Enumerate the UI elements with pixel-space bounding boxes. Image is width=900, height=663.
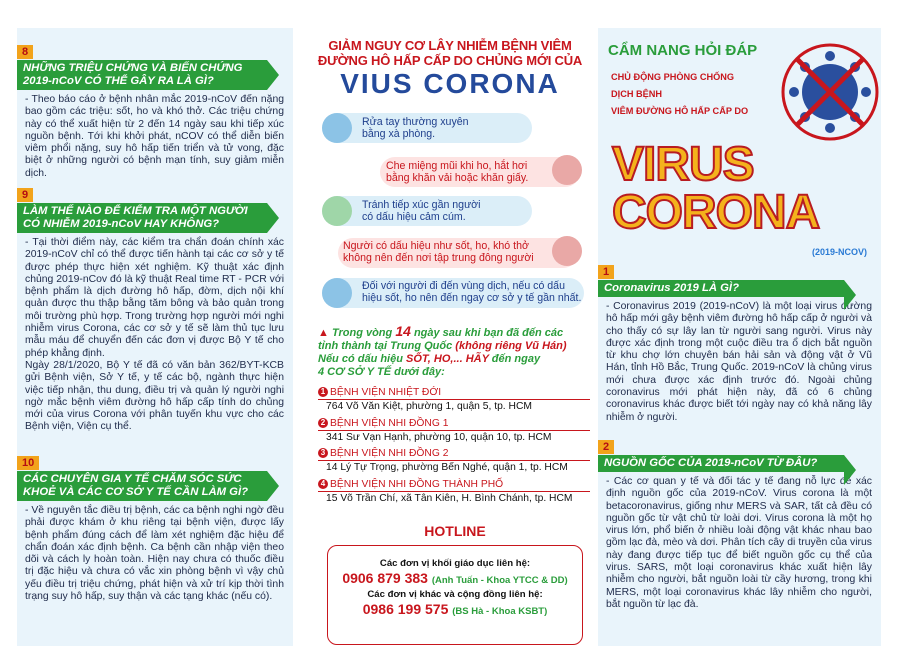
tip-5: Đối với người đi đến vùng dịch, nếu có dấu hiệu sốt, ho nên đến ngay cơ sở y tế gần nhất.	[362, 280, 582, 304]
tip-1: Rửa tay thường xuyên bằng xà phòng.	[362, 116, 469, 140]
question-number: 1	[598, 265, 614, 279]
cough-person-icon	[552, 155, 582, 185]
question-8	[17, 42, 293, 182]
answer-text-2: Ngày 28/1/2020, Bộ Y tế đã có văn bản 362/BYT-KCB gửi Bệnh viện, Sở Y tế, y tế các bộ, ngành thực hiện việc tiếp nhận, thu dung, điều trị và quản lý người nghi ngờ mắc bệnh viêm đường hô hấp cấp tính do chủng mới của virus Corona với phân tuyến khu vực cho các Bệnh viện, Viện cụ thể.	[25, 359, 284, 433]
tip-3: Tránh tiếp xúc gần người có dấu hiệu cảm cúm.	[362, 199, 481, 223]
handbook-title: CẨM NANG HỎI ĐÁP	[608, 42, 758, 59]
hospital-address: 764 Võ Văn Kiệt, phường 1, quận 5, tp. HCM	[326, 401, 532, 412]
hotline-label-1: Các đơn vị khối giáo dục liên hệ:	[379, 558, 531, 569]
hotline-label-2: Các đơn vị khác và cộng đồng liên hệ:	[367, 589, 543, 600]
question-title: CÁC CHUYÊN GIA Y TẾ CHĂM SÓC SỨC KHOẺ VÀ CÁC CƠ SỞ Y TẾ CẦN LÀM GÌ?	[17, 471, 267, 501]
hospital-name: BỆNH VIỆN NHI ĐỒNG 1	[330, 418, 449, 429]
middle-title-line-2: ĐƯỜNG HÔ HẤP CẤP DO CHỦNG MỚI CỦA	[317, 53, 583, 68]
middle-header	[309, 38, 591, 100]
question-number: 9	[17, 188, 33, 202]
right-subtitle-1: CHỦ ĐỘNG PHÒNG CHỐNG	[611, 72, 735, 82]
warning-icon: ▲	[318, 327, 329, 339]
question-number: 10	[17, 456, 39, 470]
virus-heading: VIRUS	[612, 138, 754, 191]
handwash-icon	[322, 113, 352, 143]
hospital-name: BỆNH VIỆN NHI ĐỒNG 2	[330, 448, 449, 459]
ncov-label: (2019-NCOV)	[812, 247, 868, 257]
middle-title-line-1: GIẢM NGUY CƠ LÂY NHIỄM BỆNH VIÊM	[328, 38, 572, 53]
sick-person-icon	[552, 236, 582, 266]
hotline-title: HOTLINE	[390, 523, 520, 539]
right-subtitle-3: VIÊM ĐƯỜNG HÔ HẤP CẤP DO	[611, 106, 749, 116]
question-title: NHỮNG TRIỆU CHỨNG VÀ BIẾN CHỨNG 2019-nCoV CÓ THỂ GÂY RA LÀ GÌ?	[17, 60, 267, 90]
question-title: LÀM THẾ NÀO ĐỂ KIỂM TRA MỘT NGƯỜI CÓ NHIỄM 2019-nCoV HAY KHÔNG?	[17, 203, 267, 233]
answer-text: - Theo báo cáo ở bệnh nhân mắc 2019-nCoV đến nặng bao gồm các triệu: sốt, ho và khó thở. Các triệu chứng này có thể xuất hiện từ 2 đến 14 ngày sau khi tiếp xúc nguồn bệnh. Tới khi khởi phát, nCOV có thể diễn biến viêm phổi nặng, suy hô hấp tiến triển và tử vong, đặc biệt ở những người có bệnh mạn tính, suy giảm miễn dịch.	[25, 94, 284, 179]
hospital-2: 2 BỆNH VIỆN NHI ĐỒNG 1 341 Sư Vạn Hạnh, phường 10, quận 10, tp. HCM	[318, 418, 590, 444]
hospital-address: 14 Lý Tự Trọng, phường Bến Nghé, quận 1, tp. HCM	[326, 462, 568, 473]
hospital-name: BỆNH VIỆN NHI ĐỒNG THÀNH PHỐ	[330, 479, 504, 490]
question-9	[17, 185, 293, 436]
hospital-address: 15 Võ Trần Chí, xã Tân Kiên, H. Bình Chánh, tp. HCM	[326, 493, 573, 504]
hospital-address: 341 Sư Vạn Hạnh, phường 10, quận 10, tp. HCM	[326, 432, 552, 443]
hospital-4: 4 BỆNH VIỆN NHI ĐỒNG THÀNH PHỐ 15 Võ Trần Chí, xã Tân Kiên, H. Bình Chánh, tp. HCM	[318, 479, 590, 505]
masked-person-icon	[322, 196, 352, 226]
question-number: 8	[17, 45, 33, 59]
question-10	[17, 453, 293, 605]
doctor-patient-icon	[322, 278, 352, 308]
hotline-box	[327, 545, 583, 645]
tip-4: Người có dấu hiệu như sốt, ho, khó thở không nên đến nơi tập trung đông người	[343, 240, 534, 264]
hotline-phone-1[interactable]: 0906 879 383 (Anh Tuấn - Khoa YTCC & DD)	[342, 570, 568, 586]
question-1	[598, 262, 881, 426]
answer-text: - Các cơ quan y tế và đối tác y tế đang nỗ lực để xác định nguồn gốc của 2019-nCoV. Virus corona là một betacoronavirus, giống như MERS và SAR, tất cả đều có nguồn gốc từ vật chủ từ loài dơi. Virus corona là một họ virus lớn, phổ biến ở nhiều loài động vật khác nhau bao gồm lạc đà, mèo và dơi. Phân tích cây di truyền của virus này đang được tiếp tục để biết nguồn gốc cụ thể của virus. SARS, một loại coronavirus khác xuất hiện lây nhiễm cho người, bắt nguồn loài từ cầy hương, trong khi MERS, một loại coronavirus khác lây nhiễm cho người, bắt nguồn từ lạc đà.	[606, 476, 872, 610]
right-subtitle-2: DỊCH BỆNH	[611, 89, 663, 99]
question-2	[598, 437, 881, 613]
question-number: 2	[598, 440, 614, 454]
question-title: NGUỒN GỐC CỦA 2019-nCoV TỪ ĐÂU?	[598, 455, 844, 472]
hospital-name: BỆNH VIỆN NHIỆT ĐỚI	[330, 387, 442, 398]
tip-2: Che miệng mũi khi ho, hắt hơi bằng khăn vải hoặc khăn giấy.	[386, 160, 529, 184]
hospital-1: 1 BỆNH VIỆN NHIỆT ĐỚI 764 Võ Văn Kiệt, phường 1, quận 5, tp. HCM	[318, 387, 590, 413]
vius-corona-brand: VIUS CORONA	[340, 68, 560, 99]
left-panel	[17, 28, 293, 646]
answer-text: - Coronavirus 2019 (2019-nCoV) là một loại virus đường hô hấp mới gây bệnh viêm đường hô hấp cấp ở người và cho thấy có sự lây lan từ người sang người. Virus này được xác định trong một cuộc điều tra ổ dịch bắt nguồn từ khu chợ lớn chuyên bán hải sản và động vật ở Vũ Hán, tỉnh Hồ Bắc, Trung Quốc. 2019-nCoV là chủng virus mới chưa được xác định trước đó. Ngoài chủng coronavirus mới phát hiện này, đã có 6 chủng coronavirus khác được biết tới ngày nay có khả năng lây nhiễm ở người.	[606, 301, 872, 423]
answer-text: - Tại thời điểm này, các kiểm tra chẩn đoán chính xác 2019-nCoV chỉ có thể được tiến hành tại các cơ sở y tế được phép thực hiện xét nghiệm. Kỹ thuật xác định chủng 2019-nCov đó là kỹ thuật Real time RT - PCR với bệnh phẩm là dịch đường hô hấp, đờm, dịch nội khí quản được thu thập bằng tăm bông và bảo quản trong môi trường phù hợp. Trong trường hợp người mới nghi nhiễm virus Corona, các cơ sở y tế sẽ làm thủ tục lưu mẫu máu để chuyển đến các đơn vị được Bộ Y tế cho phép khẳng định.	[25, 237, 284, 359]
warning-text: ▲ Trong vòng 14 ngày sau khi bạn đã đến các tỉnh thành tại Trung Quốc (không riêng Vũ Hán) Nếu có dấu hiệu SỐT, HO,... HÃY đến ngay 4 CƠ SỞ Y TẾ dưới đây:	[318, 323, 567, 378]
answer-text: - Về nguyên tắc điều trị bệnh, các ca bệnh nghi ngờ đều phải được khám ở khu riêng tại bệnh viện, được lấy bệnh phẩm đúng cách để làm xét nghiệm đặc hiệu để chẩn đoán xác định bệnh. Ca bệnh cần nhập viện theo dõi và cách ly hoàn toàn. Hiện nay chưa có thuốc điều trị đặc hiệu và chưa có vắc xin phòng bệnh vì vậy chủ yếu điều trị triệu chứng, phát hiện và xử trí kịp thời tình trạng suy hô hấp, suy thận và các tạng khác (nếu có).	[25, 505, 284, 603]
corona-heading: CORONA	[612, 186, 820, 239]
virus-crossed-icon	[778, 40, 882, 144]
question-title: Coronavirus 2019 LÀ GÌ?	[598, 280, 844, 297]
hotline-phone-2[interactable]: 0986 199 575 (BS Hà - Khoa KSBT)	[362, 601, 548, 617]
hospital-3: 3 BỆNH VIỆN NHI ĐỒNG 2 14 Lý Tự Trọng, phường Bến Nghé, quận 1, tp. HCM	[318, 448, 590, 474]
